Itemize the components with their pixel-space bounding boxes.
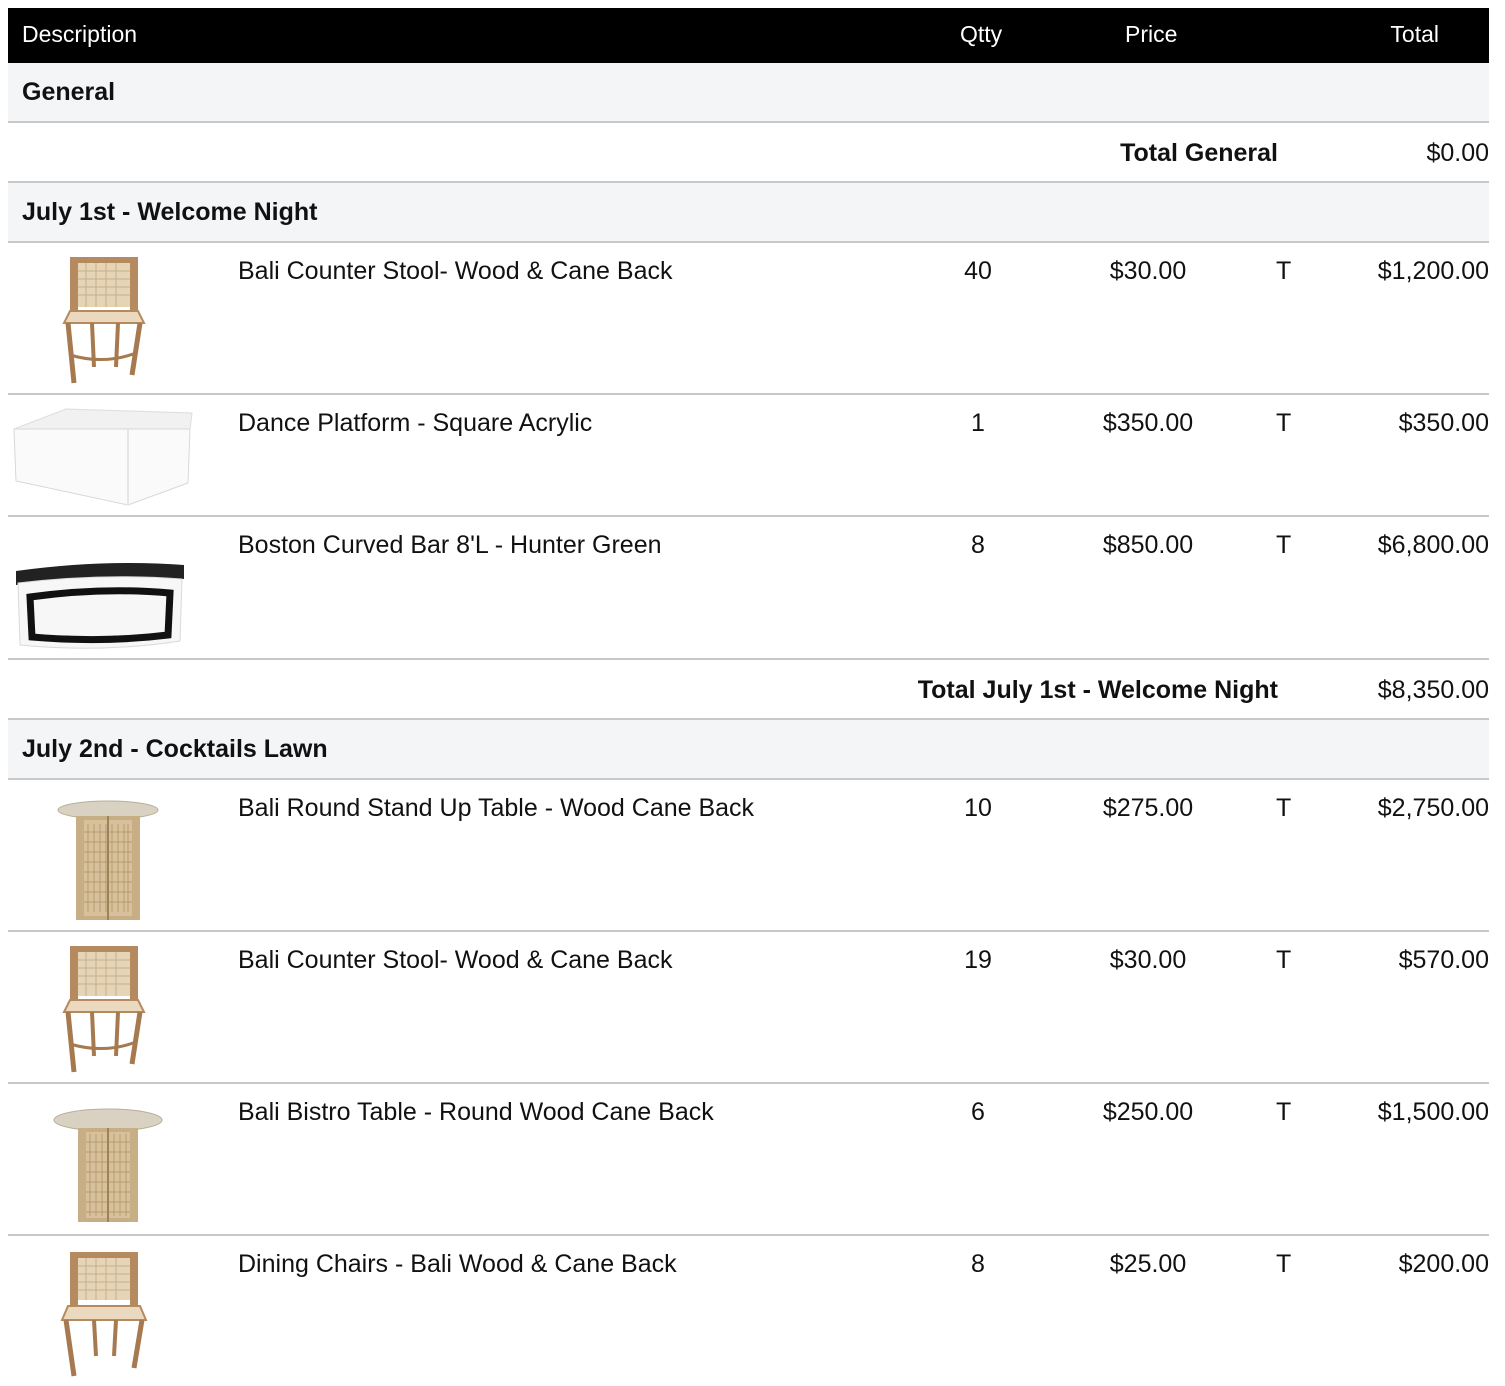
item-tax-flag: T (1276, 257, 1292, 285)
item-description: Dining Chairs - Bali Wood & Cane Back (238, 1250, 677, 1278)
item-qty: 8 (971, 531, 985, 559)
subtotal-label: Total General (1120, 139, 1278, 167)
high-table-icon (8, 780, 208, 930)
chair-icon (8, 1236, 208, 1386)
item-total: $200.00 (1398, 1250, 1489, 1278)
item-description: Bali Counter Stool- Wood & Cane Back (238, 946, 673, 974)
item-total: $2,750.00 (1377, 794, 1489, 822)
item-total: $570.00 (1398, 946, 1489, 974)
item-price: $30.00 (1109, 946, 1187, 974)
header-qty: Qtty (960, 21, 1003, 47)
header-description: Description (22, 21, 138, 47)
subtotal-amount: $0.00 (1426, 139, 1489, 167)
item-tax-flag: T (1276, 531, 1292, 559)
item-tax-flag: T (1276, 946, 1292, 974)
item-price: $275.00 (1102, 794, 1194, 822)
header-total: Total (1390, 21, 1439, 47)
item-tax-flag: T (1276, 1250, 1292, 1278)
line-item (8, 1084, 1489, 1236)
line-item (8, 517, 1489, 660)
item-qty: 8 (971, 1250, 985, 1278)
line-item (8, 780, 1489, 932)
item-total: $1,500.00 (1377, 1098, 1489, 1126)
item-price: $25.00 (1109, 1250, 1187, 1278)
item-qty: 1 (971, 409, 985, 437)
section-title: July 1st - Welcome Night (22, 198, 318, 226)
item-price: $30.00 (1109, 257, 1187, 285)
section-title: General (22, 78, 116, 106)
bar-icon (8, 517, 208, 658)
section-subtotal (8, 660, 1489, 720)
section-header (8, 720, 1489, 780)
stool-icon (8, 243, 208, 393)
section-subtotal (8, 123, 1489, 183)
header-price: Price (1125, 21, 1178, 47)
item-price: $850.00 (1102, 531, 1194, 559)
line-item (8, 932, 1489, 1084)
line-item (8, 243, 1489, 395)
stool-icon (8, 932, 208, 1082)
section-header (8, 183, 1489, 243)
item-tax-flag: T (1276, 1098, 1292, 1126)
item-description: Bali Bistro Table - Round Wood Cane Back (238, 1098, 714, 1126)
section-title: July 2nd - Cocktails Lawn (22, 735, 328, 763)
item-tax-flag: T (1276, 794, 1292, 822)
section-header (8, 63, 1489, 123)
item-description: Bali Counter Stool- Wood & Cane Back (238, 257, 673, 285)
item-total: $6,800.00 (1377, 531, 1489, 559)
platform-icon (8, 395, 208, 515)
item-description: Boston Curved Bar 8'L - Hunter Green (238, 531, 662, 559)
item-tax-flag: T (1276, 409, 1292, 437)
item-description: Bali Round Stand Up Table - Wood Cane Back (238, 794, 755, 822)
bistro-table-icon (8, 1084, 208, 1234)
item-qty: 19 (964, 946, 992, 974)
item-qty: 40 (964, 257, 992, 285)
line-item (8, 1236, 1489, 1386)
item-qty: 10 (964, 794, 992, 822)
quote-line-items (8, 8, 1489, 1386)
item-price: $350.00 (1102, 409, 1194, 437)
subtotal-amount: $8,350.00 (1377, 676, 1489, 704)
table-header (8, 8, 1489, 63)
item-total: $350.00 (1398, 409, 1489, 437)
item-price: $250.00 (1102, 1098, 1194, 1126)
line-item (8, 395, 1489, 517)
item-qty: 6 (971, 1098, 985, 1126)
item-total: $1,200.00 (1377, 257, 1489, 285)
item-description: Dance Platform - Square Acrylic (238, 409, 593, 437)
subtotal-label: Total July 1st - Welcome Night (917, 676, 1278, 704)
